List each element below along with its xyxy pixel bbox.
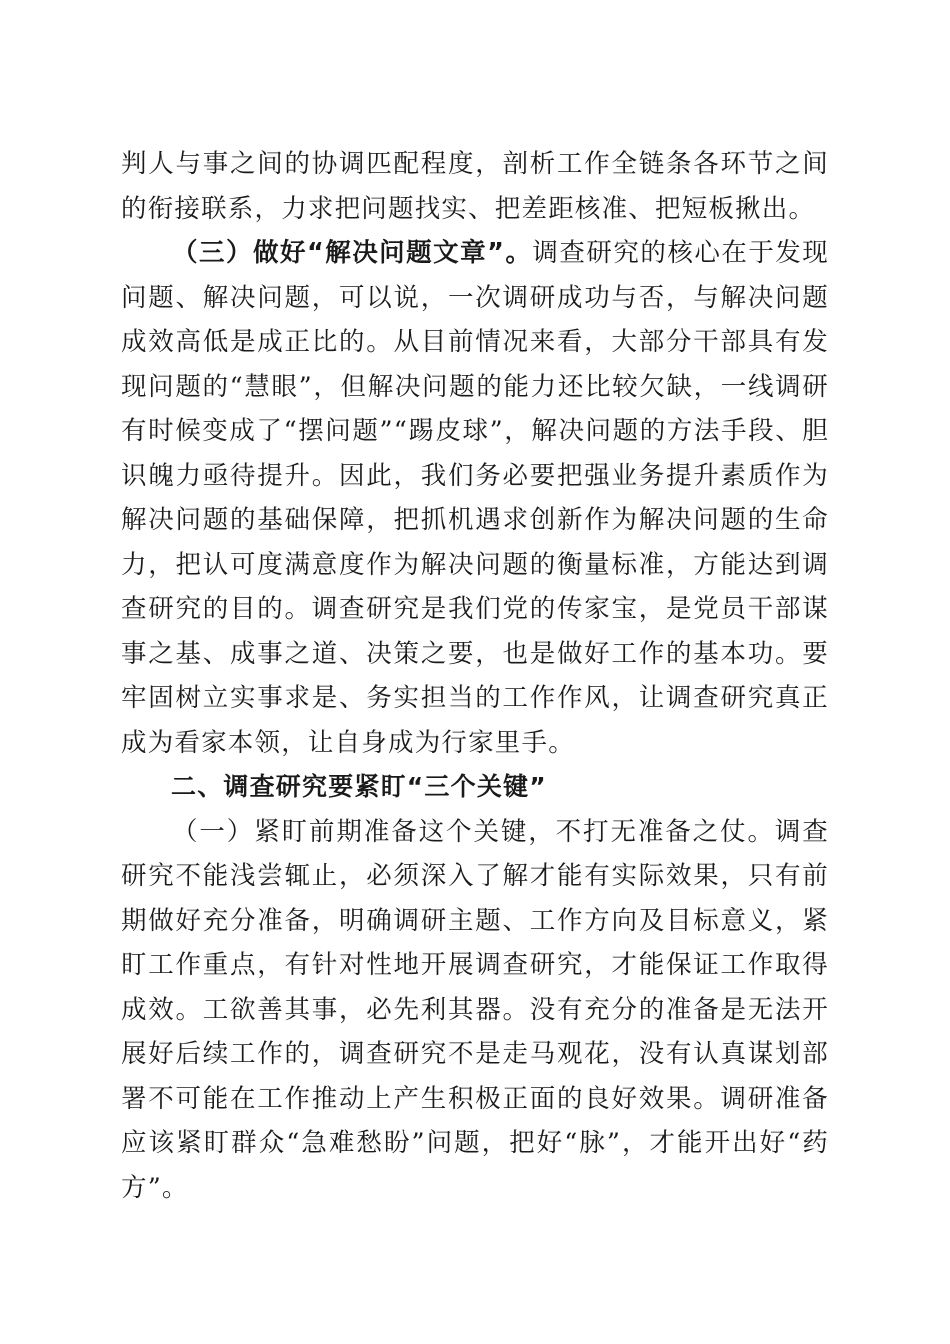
- paragraph-preparation: [121, 810, 829, 1211]
- paragraph-text: 调查研究的核心在于发现问题、解决问题，可以说，一次调研成功与否，与解决问题成效高低是成正比的。从目前情况来看，大部分干部具有发现问题的“慧眼”，但解决问题的能力还比较欠缺，一线调研有时候变成了“摆问题”“踢皮球”，解决问题的方法手段、胆识魄力亟待提升。因此，我们务必要把强业务提升素质作为解决问题的基础保障，把抓机遇求创新作为解决问题的生命力，把认可度满意度作为解决问题的衡量标准，方能达到调查研究的目的。调查研究是我们党的传家宝，是党员干部谋事之基、成事之道、决策之要，也是做好工作的基本功。要牢固树立实事求是、务实担当的工作作风，让调查研究真正成为看家本领，让自身成为行家里手。: [121, 238, 829, 758]
- section-heading: 二、调查研究要紧盯“三个关键”: [171, 772, 547, 801]
- paragraph-text: 调查研究不能浅尝辄止，必须深入了解才能有实际效果，只有前期做好充分准备，明确调研主题、工作方向及目标意义，紧盯工作重点，有针对性地开展调查研究，才能保证工作取得成效。工欲善其事，必先利其器。没有充分的准备是无法开展好后续工作的，调查研究不是走马观花，没有认真谋划部署不可能在工作推动上产生积极正面的良好效果。调研准备应该紧盯群众“急难愁盼”问题，把好“脉”，才能开出好“药方”。: [121, 816, 829, 1203]
- paragraph-solve-problems: [121, 231, 829, 765]
- subsection-title: （三）做好“解决问题文章”。: [172, 238, 533, 268]
- subsection-title: （一）紧盯前期准备这个关键，不打无准备之仗。: [172, 816, 775, 847]
- document-body: [121, 142, 829, 1210]
- paragraph-continuation: [121, 142, 829, 231]
- paragraph-text: 判人与事之间的协调匹配程度，剖析工作全链条各环节之间的衔接联系，力求把问题找实、把差距核准、把短板揪出。: [121, 149, 829, 224]
